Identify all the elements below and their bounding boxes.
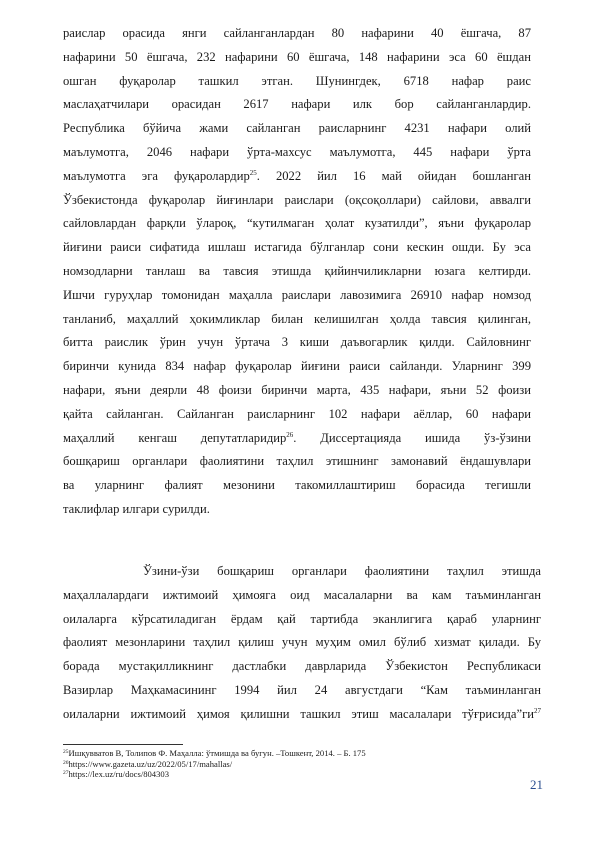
text-line: ва уларнинг фалият мезонини такомиллаштириш борасида тегишли [63,478,531,493]
text-line: нафари, яъни деярли 48 фоизи биринчи марта, 435 нафари, яъни 52 фоизи [63,382,531,397]
text-line: Ўзбекистонда фуқаролар йиғинлари раислари (оқсоқоллари) сайлови, аввалги [63,192,531,207]
text-line-with-footnote: маълумотга эга фуқаролардир$^{25}$. 2022 йил 16 май ойидан бошланган [63,168,531,183]
footnote-link[interactable]: https://www.gazeta.uz/uz/2022/05/17/mahallas/ [68,758,233,769]
footnote-ref-26[interactable]: 26 [286,430,294,439]
text-line: Вазирлар Маҳкамасининг 1994 йил 24 августдаги “Кам таъминланган [63,682,541,697]
page-number: 21 [530,777,543,792]
text-line-with-footnote [63,703,541,727]
text-line: бошқариш органлари фаолиятини таҳлил этишнинг замонавий ёндашувлари [63,454,531,469]
text-segment: маҳаллий кенгаш депутатларидир [63,430,287,445]
footnote-27[interactable] [63,769,541,780]
text-line: номзодларни танлаш ва тавсия этишда қийинчиликларни юзага келтирди. [63,263,531,278]
footnote-number: 27 [63,770,69,776]
text-line: маълумотга, 2046 нафари ўрта-махсус маълумотга, 445 нафари ўрта [63,144,531,159]
text-line: Ўзини-ўзи бошқариш органлари фаолиятини таҳлил этишда [143,564,541,578]
text-segment: оилаларни ижтимоий ҳимоя қилишни ташкил этиш масалалари тўғрисида”ги [63,706,534,721]
footnote-number: 25 [63,749,69,755]
text-line: Ишчи гуруҳлар томонидан маҳалла раислари лавозимига 26910 нафар номзод [63,287,531,302]
text-line: сайловлардан фарқли ўлароқ, “кутилмаган ҳолат кузатилди”, яъни фуқаролар [63,216,531,231]
paragraph-social-protection [63,560,541,727]
text-line: раислар орасида янги сайланганлардан 80 нафарини 40 ёшгача, 87 [63,26,531,40]
text-line: фаолият мезонларини таҳлил қилиш учун муҳим омил бўлиб хизмат қилади. Бу [63,635,541,650]
footnote-link[interactable]: https://lex.uz/ru/docs/804303 [68,769,169,779]
paragraph-statistics [63,22,531,522]
footnote-text: Ишқувватов В, Толипов Ф. Маҳалла: ўтмишда ва бугун. –Тошкент, 2014. – Б. 175 [68,748,366,758]
text-segment: 2022 йил 16 май ойидан бошланган [275,168,531,183]
text-line: маҳаллалардаги ижтимоий ҳимояга оид масалаларни ва кам таъминланган [63,587,541,602]
text-segment: Диссертацияда ишида ўз-ўзини [320,430,531,445]
text-line: нафарини 50 ёшгача, 232 нафарини 60 ёшгача, 148 нафарини эса 60 ёшдан [63,49,531,64]
text-line: оилаларга кўрсатиладиган ёрдам қай тартибда эканлигига қараб уларнинг [63,611,541,626]
footnote-ref-27[interactable]: 27 [534,706,541,715]
text-line: йиғини раиси сифатида ишлаш истагида бўлганлар сони кескин ошди. Бу эса [63,240,531,255]
text-line: биринчи кунида 834 нафар фуқаролар йиғини раиси сайланди. Уларнинг 399 [63,359,531,374]
footnote-25 [63,748,541,759]
footnote-ref-25[interactable]: 25 [249,168,257,177]
footnote-number: 26 [63,759,69,766]
text-line: танланиб, маҳаллий ҳокимликлар билан келишилган ҳолда тавсия қилинган, [63,311,531,326]
text-line: ошган фуқаролар ташкил этган. Шунингдек, 6718 нафар раис [63,73,531,88]
footnotes [63,748,541,780]
text-line-with-footnote: маҳаллий кенгаш депутатларидир$^{26}$. Диссертацияда ишида ўз-ўзини [63,430,531,445]
text-line: маслаҳатчилари орасидан 2617 нафари илк бор сайланганлардир. [63,97,531,112]
text-line: қайта сайланган. Сайланган раисларнинг 102 нафари аёллар, 60 нафари [63,406,531,421]
text-line: битта раислик ўрин учун ўртача 3 киши даъвогарлик қилди. Сайловнинг [63,335,531,350]
text-segment: маълумотга эга фуқаролардир [63,168,250,183]
footnote-separator [63,744,183,745]
text-line: таклифлар илгари сурилди. [63,501,210,516]
text-line: Республика бўйича жами сайланган раисларнинг 4231 нафари олий [63,121,531,136]
text-line: борада мустақилликнинг дастлабки даврларида Ўзбекистон Республикаси [63,659,541,674]
footnote-26[interactable] [63,759,541,770]
